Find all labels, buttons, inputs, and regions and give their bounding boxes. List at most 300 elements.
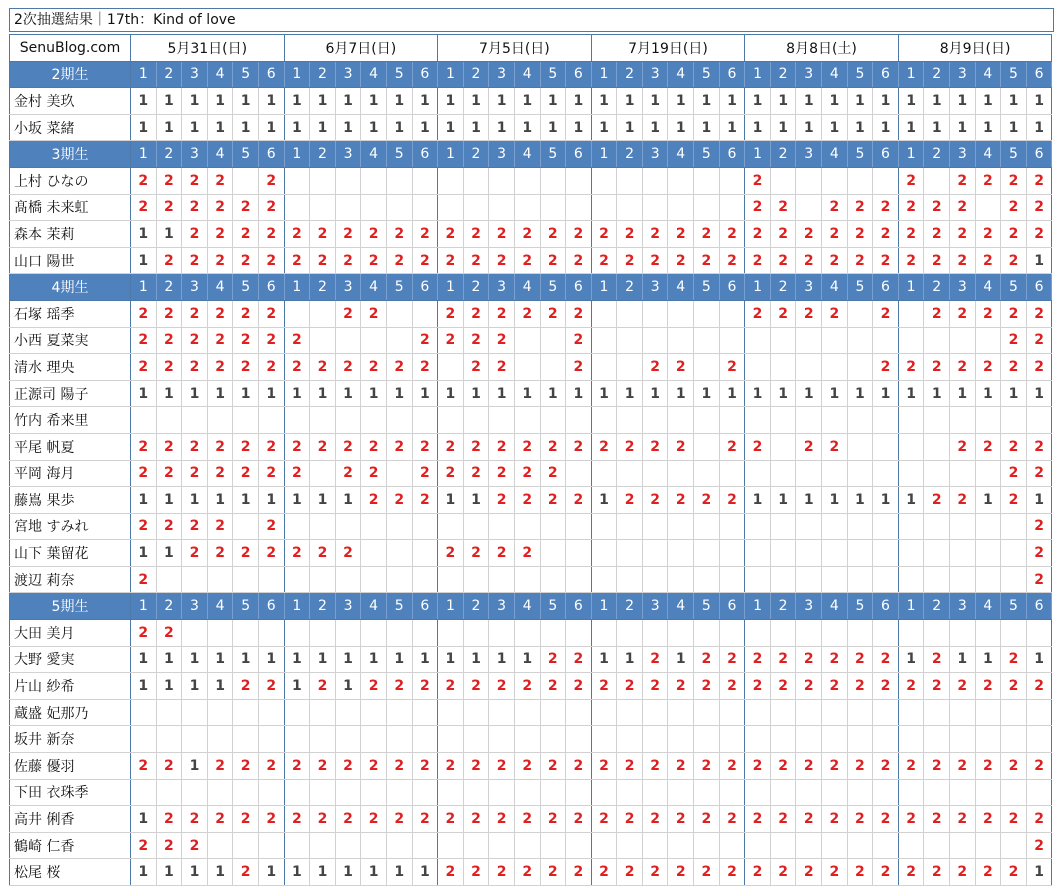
result-cell (207, 726, 233, 753)
result-cell: 2 (514, 487, 540, 514)
result-cell: 2 (975, 300, 1001, 327)
result-cell: 2 (950, 487, 976, 514)
result-cell: 1 (310, 114, 336, 141)
result-cell: 2 (975, 806, 1001, 833)
result-cell (284, 167, 310, 194)
result-cell (463, 513, 489, 540)
result-cell (847, 779, 873, 806)
result-cell (361, 779, 387, 806)
result-cell (386, 779, 412, 806)
member-row (10, 726, 1052, 753)
result-cell (361, 699, 387, 726)
result-cell: 2 (310, 540, 336, 567)
result-cell (591, 167, 617, 194)
result-cell: 2 (463, 673, 489, 700)
result-cell (463, 779, 489, 806)
result-cell: 1 (131, 646, 157, 673)
result-cell (668, 832, 694, 859)
result-cell (847, 354, 873, 381)
result-cell (924, 726, 950, 753)
result-cell: 1 (284, 487, 310, 514)
result-cell (950, 726, 976, 753)
result-cell (258, 699, 284, 726)
site-name[interactable]: SenuBlog.com (10, 35, 131, 62)
result-cell: 2 (156, 832, 182, 859)
result-cell (386, 513, 412, 540)
result-cell: 2 (873, 300, 899, 327)
result-cell: 2 (182, 167, 208, 194)
result-cell: 2 (566, 433, 592, 460)
slot-number: 1 (745, 61, 771, 88)
result-cell (847, 620, 873, 647)
member-row (10, 806, 1052, 833)
result-cell: 2 (975, 221, 1001, 248)
result-cell: 2 (694, 221, 720, 248)
result-cell (310, 779, 336, 806)
slot-number: 6 (258, 593, 284, 620)
slot-number: 5 (847, 141, 873, 168)
result-cell: 1 (514, 646, 540, 673)
result-cell: 2 (566, 300, 592, 327)
member-name: 蔵盛 妃那乃 (10, 699, 131, 726)
slot-number: 5 (847, 593, 873, 620)
result-cell (310, 327, 336, 354)
result-cell: 2 (310, 806, 336, 833)
result-cell: 1 (975, 487, 1001, 514)
result-cell (207, 779, 233, 806)
result-cell (1001, 566, 1027, 593)
result-cell: 2 (258, 433, 284, 460)
result-cell: 2 (617, 753, 643, 780)
result-cell: 2 (361, 460, 387, 487)
result-cell (694, 433, 720, 460)
result-cell: 2 (847, 673, 873, 700)
slot-number: 2 (463, 274, 489, 301)
result-cell: 2 (258, 327, 284, 354)
result-cell: 2 (822, 859, 848, 886)
result-cell: 2 (642, 487, 668, 514)
result-cell (847, 460, 873, 487)
slot-number: 3 (335, 274, 361, 301)
result-cell (668, 620, 694, 647)
result-cell: 2 (156, 354, 182, 381)
result-cell: 1 (924, 114, 950, 141)
result-cell (975, 620, 1001, 647)
result-cell (745, 779, 771, 806)
result-cell (796, 779, 822, 806)
result-cell: 2 (361, 673, 387, 700)
result-cell: 2 (847, 247, 873, 274)
member-row (10, 753, 1052, 780)
result-cell: 2 (1026, 513, 1052, 540)
result-cell: 1 (335, 859, 361, 886)
result-cell (796, 354, 822, 381)
result-cell (924, 513, 950, 540)
result-cell: 1 (898, 114, 924, 141)
result-cell (873, 513, 899, 540)
result-cell (719, 726, 745, 753)
slot-number: 3 (182, 141, 208, 168)
result-cell: 1 (156, 221, 182, 248)
slot-number: 1 (131, 274, 157, 301)
result-cell (719, 779, 745, 806)
result-cell: 1 (719, 380, 745, 407)
result-cell (566, 779, 592, 806)
result-cell: 2 (591, 673, 617, 700)
result-cell (719, 460, 745, 487)
result-cell (617, 460, 643, 487)
result-cell (310, 620, 336, 647)
result-cell: 1 (156, 114, 182, 141)
member-row (10, 407, 1052, 434)
result-cell: 2 (361, 433, 387, 460)
result-cell: 2 (131, 433, 157, 460)
slot-number: 1 (284, 274, 310, 301)
result-cell: 1 (847, 380, 873, 407)
result-cell: 2 (514, 859, 540, 886)
result-cell: 1 (284, 646, 310, 673)
result-cell: 2 (617, 673, 643, 700)
result-cell: 2 (591, 753, 617, 780)
result-cell (412, 194, 438, 221)
slot-number: 1 (438, 61, 464, 88)
result-cell: 2 (335, 247, 361, 274)
slot-number: 4 (822, 61, 848, 88)
result-cell: 2 (770, 859, 796, 886)
result-cell: 1 (310, 380, 336, 407)
result-cell (233, 167, 259, 194)
result-cell: 1 (591, 646, 617, 673)
result-cell: 1 (463, 380, 489, 407)
result-cell (898, 726, 924, 753)
result-cell: 1 (233, 114, 259, 141)
result-cell: 1 (233, 646, 259, 673)
member-row (10, 221, 1052, 248)
result-cell (463, 620, 489, 647)
result-cell (438, 194, 464, 221)
result-cell: 1 (438, 114, 464, 141)
result-cell: 2 (233, 221, 259, 248)
result-cell: 1 (489, 88, 515, 115)
result-cell: 2 (975, 753, 1001, 780)
result-cell: 2 (668, 806, 694, 833)
result-cell (822, 460, 848, 487)
result-cell: 2 (258, 513, 284, 540)
result-cell: 2 (207, 354, 233, 381)
result-cell: 1 (412, 114, 438, 141)
result-cell (668, 726, 694, 753)
result-cell: 2 (182, 513, 208, 540)
result-cell: 2 (1026, 300, 1052, 327)
result-cell (207, 407, 233, 434)
result-cell: 2 (1001, 167, 1027, 194)
slot-number: 6 (1026, 141, 1052, 168)
result-cell: 2 (1001, 247, 1027, 274)
member-name: 清水 理央 (10, 354, 131, 381)
result-cell (822, 779, 848, 806)
slot-number: 4 (207, 593, 233, 620)
slot-number: 6 (719, 274, 745, 301)
result-cell: 1 (182, 753, 208, 780)
result-cell (847, 832, 873, 859)
result-cell: 2 (950, 433, 976, 460)
result-cell: 1 (1026, 114, 1052, 141)
result-cell (642, 194, 668, 221)
result-cell: 1 (386, 380, 412, 407)
result-cell: 1 (591, 114, 617, 141)
result-cell: 2 (642, 859, 668, 886)
member-row (10, 327, 1052, 354)
generation-label: 4期生 (10, 274, 131, 301)
result-cell: 2 (642, 221, 668, 248)
result-cell: 2 (617, 433, 643, 460)
member-name: 坂井 新奈 (10, 726, 131, 753)
result-cell (591, 407, 617, 434)
result-cell: 2 (207, 167, 233, 194)
result-cell: 1 (950, 88, 976, 115)
result-cell (284, 620, 310, 647)
result-cell (412, 832, 438, 859)
slot-number: 1 (591, 274, 617, 301)
result-cell (412, 726, 438, 753)
result-cell (975, 194, 1001, 221)
result-cell: 2 (361, 354, 387, 381)
result-cell: 1 (822, 114, 848, 141)
result-cell: 2 (770, 221, 796, 248)
result-cell (540, 540, 566, 567)
result-cell (617, 540, 643, 567)
result-cell: 2 (668, 221, 694, 248)
result-cell (310, 566, 336, 593)
result-cell (361, 620, 387, 647)
result-cell (668, 407, 694, 434)
result-cell: 2 (1026, 753, 1052, 780)
slot-number: 2 (617, 274, 643, 301)
result-cell: 1 (156, 646, 182, 673)
result-cell: 2 (514, 221, 540, 248)
result-cell: 2 (182, 327, 208, 354)
result-cell (182, 566, 208, 593)
result-cell (566, 726, 592, 753)
result-cell (386, 832, 412, 859)
result-cell (182, 620, 208, 647)
result-cell (463, 699, 489, 726)
result-cell (719, 620, 745, 647)
result-cell: 1 (898, 88, 924, 115)
result-cell (719, 300, 745, 327)
result-cell: 2 (924, 859, 950, 886)
result-cell: 2 (566, 354, 592, 381)
result-cell: 2 (540, 433, 566, 460)
result-cell: 1 (924, 380, 950, 407)
result-cell: 2 (412, 487, 438, 514)
result-cell (386, 460, 412, 487)
result-cell (668, 327, 694, 354)
result-cell: 2 (898, 221, 924, 248)
result-cell: 2 (668, 247, 694, 274)
result-cell: 2 (258, 354, 284, 381)
result-cell: 2 (745, 194, 771, 221)
result-cell: 1 (361, 88, 387, 115)
result-cell (822, 513, 848, 540)
result-cell: 2 (514, 433, 540, 460)
result-cell (847, 566, 873, 593)
slot-number: 5 (233, 141, 259, 168)
result-cell (873, 407, 899, 434)
result-cell: 1 (310, 487, 336, 514)
result-cell (719, 194, 745, 221)
result-cell (694, 566, 720, 593)
result-cell (514, 513, 540, 540)
result-cell (694, 300, 720, 327)
result-cell: 1 (694, 380, 720, 407)
result-cell (463, 726, 489, 753)
result-cell (770, 167, 796, 194)
result-cell (412, 540, 438, 567)
result-cell: 2 (745, 433, 771, 460)
result-cell: 2 (233, 247, 259, 274)
result-cell: 2 (131, 194, 157, 221)
result-cell (642, 832, 668, 859)
result-cell: 2 (617, 859, 643, 886)
result-cell (950, 699, 976, 726)
slot-number: 4 (361, 274, 387, 301)
result-cell (131, 779, 157, 806)
result-cell (1026, 620, 1052, 647)
result-cell: 2 (207, 221, 233, 248)
result-cell (796, 407, 822, 434)
result-cell (873, 779, 899, 806)
result-cell: 1 (796, 487, 822, 514)
slot-number: 1 (284, 61, 310, 88)
result-cell (335, 327, 361, 354)
result-cell (796, 327, 822, 354)
result-cell (258, 620, 284, 647)
result-cell (514, 832, 540, 859)
result-cell (770, 407, 796, 434)
result-cell (310, 832, 336, 859)
result-cell (514, 620, 540, 647)
result-cell: 2 (694, 806, 720, 833)
result-cell (335, 167, 361, 194)
slot-number: 3 (182, 593, 208, 620)
result-cell (796, 194, 822, 221)
result-cell: 2 (975, 859, 1001, 886)
result-cell: 1 (514, 114, 540, 141)
member-name: 宮地 すみれ (10, 513, 131, 540)
slot-number: 4 (975, 141, 1001, 168)
result-cell (386, 327, 412, 354)
result-cell: 2 (770, 646, 796, 673)
result-cell: 2 (950, 753, 976, 780)
result-cell: 1 (335, 114, 361, 141)
result-cell: 2 (489, 247, 515, 274)
result-cell: 2 (617, 487, 643, 514)
slot-number: 6 (873, 61, 899, 88)
result-cell (642, 327, 668, 354)
result-cell: 2 (745, 167, 771, 194)
result-cell: 2 (489, 540, 515, 567)
slot-number: 4 (822, 593, 848, 620)
result-cell: 2 (131, 513, 157, 540)
result-cell: 2 (156, 327, 182, 354)
result-cell: 1 (131, 806, 157, 833)
result-cell: 1 (898, 380, 924, 407)
result-cell (591, 832, 617, 859)
result-cell: 2 (182, 832, 208, 859)
member-name: 鶴崎 仁香 (10, 832, 131, 859)
result-cell: 2 (258, 806, 284, 833)
result-cell (950, 460, 976, 487)
result-cell: 1 (207, 673, 233, 700)
result-cell (514, 699, 540, 726)
result-cell: 1 (335, 646, 361, 673)
result-cell: 2 (258, 300, 284, 327)
result-cell (1001, 540, 1027, 567)
result-cell (386, 300, 412, 327)
result-cell (463, 566, 489, 593)
result-cell: 1 (156, 540, 182, 567)
result-cell: 1 (873, 487, 899, 514)
slot-number: 6 (566, 593, 592, 620)
slot-number: 3 (796, 61, 822, 88)
result-cell (745, 460, 771, 487)
result-cell (642, 540, 668, 567)
result-cell: 1 (182, 380, 208, 407)
result-cell: 2 (642, 646, 668, 673)
result-cell: 2 (386, 753, 412, 780)
result-cell (514, 726, 540, 753)
result-cell (822, 832, 848, 859)
result-cell (182, 407, 208, 434)
result-cell: 1 (463, 114, 489, 141)
result-cell: 2 (156, 300, 182, 327)
result-cell: 2 (822, 673, 848, 700)
result-cell (694, 194, 720, 221)
slot-number: 6 (1026, 61, 1052, 88)
result-cell: 1 (284, 673, 310, 700)
result-cell: 2 (131, 753, 157, 780)
slot-number: 5 (540, 274, 566, 301)
result-cell (156, 407, 182, 434)
result-cell (745, 620, 771, 647)
member-name: 小坂 菜緒 (10, 114, 131, 141)
result-cell (796, 513, 822, 540)
result-cell: 2 (156, 806, 182, 833)
result-cell (924, 540, 950, 567)
result-cell: 2 (1001, 327, 1027, 354)
result-cell (258, 779, 284, 806)
result-cell: 2 (1001, 753, 1027, 780)
result-cell (540, 513, 566, 540)
result-cell (668, 300, 694, 327)
slot-number: 5 (694, 61, 720, 88)
result-cell: 1 (131, 88, 157, 115)
result-cell (131, 407, 157, 434)
result-cell (796, 832, 822, 859)
result-cell: 2 (335, 300, 361, 327)
result-cell (745, 407, 771, 434)
member-name: 山下 葉留花 (10, 540, 131, 567)
result-cell: 2 (617, 806, 643, 833)
result-cell (412, 779, 438, 806)
result-cell: 2 (898, 753, 924, 780)
result-cell (386, 566, 412, 593)
result-cell: 1 (591, 487, 617, 514)
result-cell: 2 (489, 673, 515, 700)
result-cell (924, 407, 950, 434)
slot-number: 2 (924, 593, 950, 620)
